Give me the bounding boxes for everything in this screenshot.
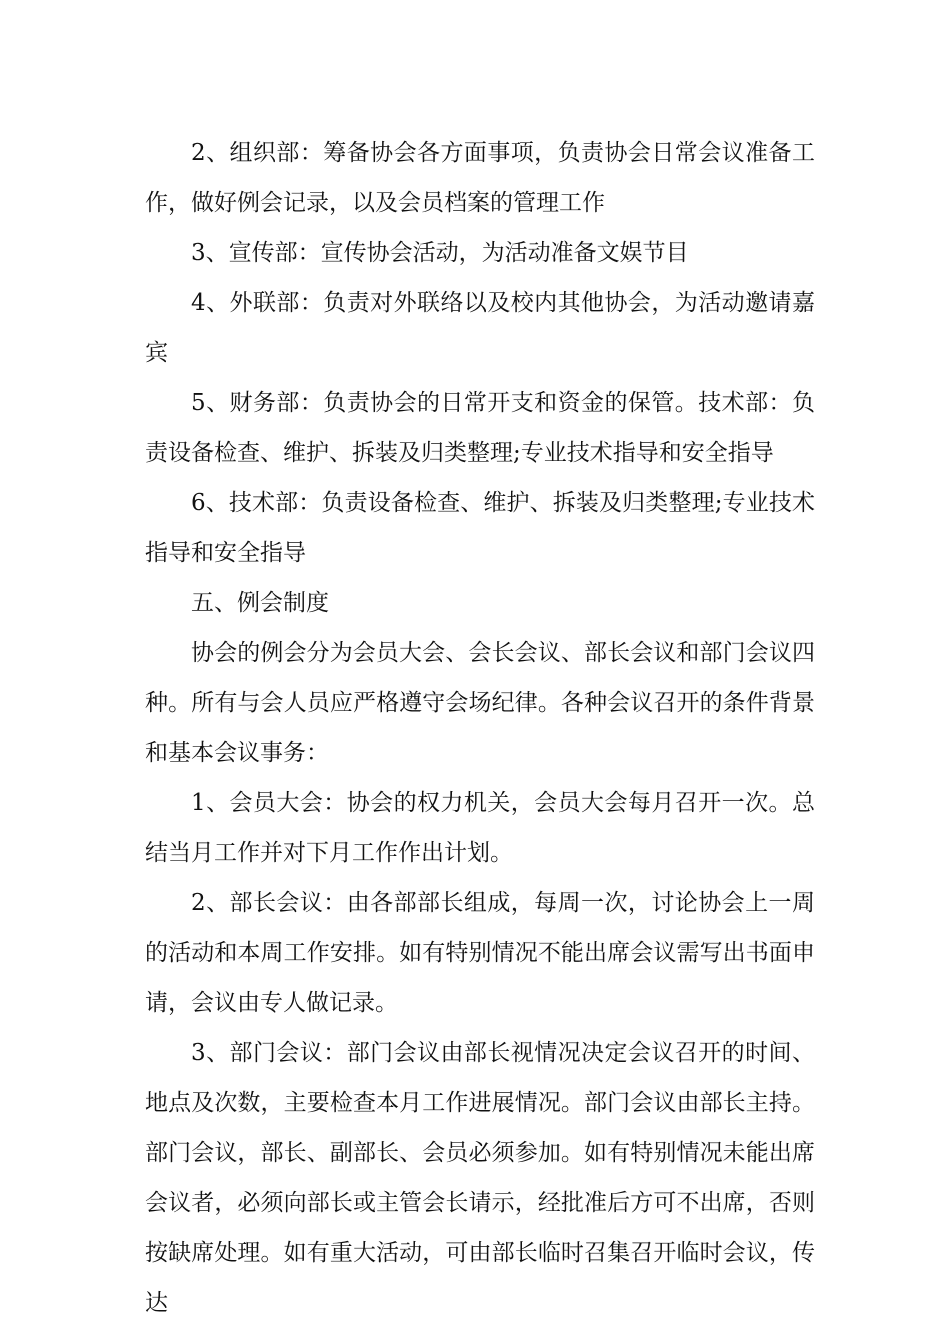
paragraph-publicity-dept: 3、宣传部：宣传协会活动，为活动准备文娱节目 (191, 240, 689, 266)
paragraph-ministers-meeting: 2、部长会议：由各部部长组成，每周一次，讨论协会上一周的活动和本周工作安排。如有特别情况不能出席会议需写出书面申请，会议由专人做记录。 (145, 890, 815, 1016)
document-body (145, 128, 815, 1328)
paragraph-department-meeting: 3、部门会议：部门会议由部长视情况决定会议召开的时间、地点及次数，主要检查本月工作进展情况。部门会议由部长主持。部门会议，部长、副部长、会员必须参加。如有特别情况未能出席会议者，必须向部长或主管会长请示，经批准后方可不出席，否则按缺席处理。如有重大活动，可由部长临时召集召开临时会议，传达 (145, 1040, 815, 1316)
paragraph-general-assembly: 1、会员大会：协会的权力机关，会员大会每月召开一次。总结当月工作并对下月工作作出计划。 (145, 790, 815, 866)
paragraph-external-relations-dept: 4、外联部：负责对外联络以及校内其他协会，为活动邀请嘉宾 (145, 290, 815, 366)
paragraph-finance-dept: 5、财务部：负责协会的日常开支和资金的保管。技术部：负责设备检查、维护、拆装及归类整理;专业技术指导和安全指导 (145, 390, 815, 466)
section-heading-meeting-system: 五、例会制度 (191, 590, 329, 616)
paragraph-technical-dept: 6、技术部：负责设备检查、维护、拆装及归类整理;专业技术指导和安全指导 (145, 490, 815, 566)
paragraph-organization-dept: 2、组织部：筹备协会各方面事项，负责协会日常会议准备工作，做好例会记录，以及会员档案的管理工作 (145, 140, 815, 216)
paragraph-meeting-overview: 协会的例会分为会员大会、会长会议、部长会议和部门会议四种。所有与会人员应严格遵守会场纪律。各种会议召开的条件背景和基本会议事务： (145, 640, 815, 766)
